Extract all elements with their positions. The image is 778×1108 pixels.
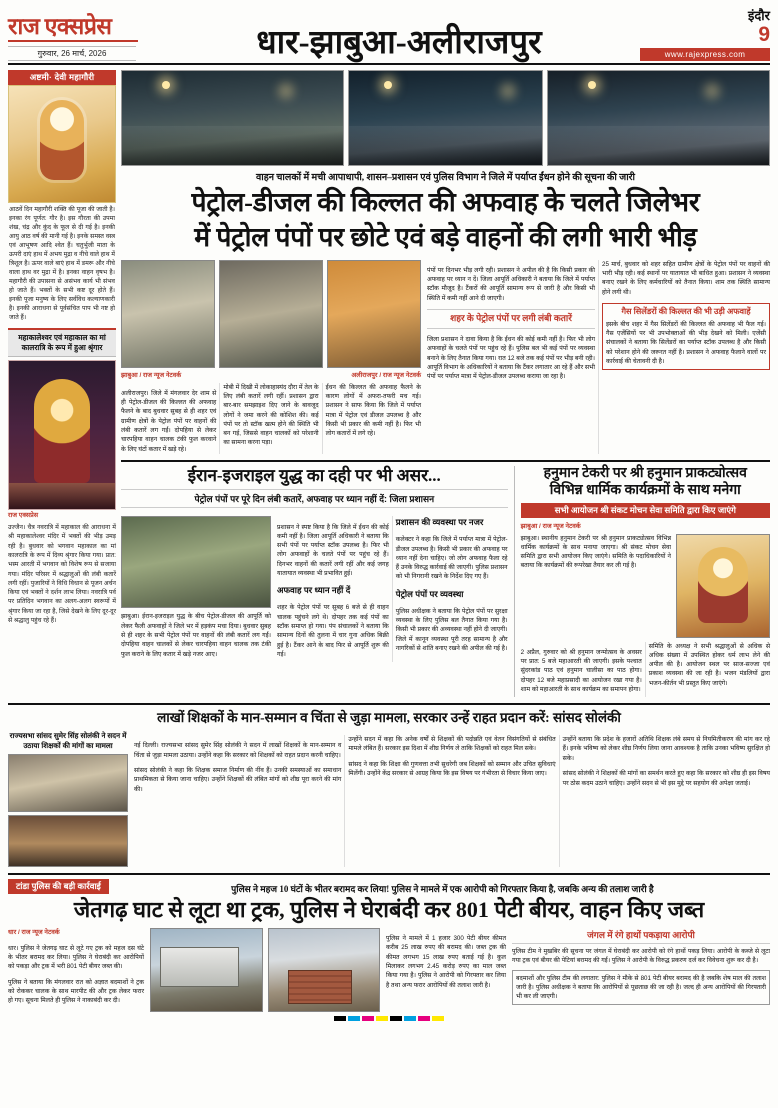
bottom-left-text (8, 928, 144, 1012)
iran-paragraph-1: झाबुआ। ईरान-इजराइल युद्ध के बीच पेट्रोल-डीजल की आपूर्ति को लेकर फैली अफवाहों ने जिले भर में हड़कंप मचा दिया। बुधवार सुबह से ही शहर के सभी पेट्रोल पंपों पर वाहनों की लंबी कतारें लग गईं। दोपहिया वाहन चालकों से लेकर चारपहिया वाहन चालक तक टंकी फुल कराने के लिए कतार में खड़े नजर आए। (121, 613, 271, 658)
goddess-illustration (8, 85, 116, 203)
bottom-kicker: पुलिस ने महज 10 घंटों के भीतर बरामद कर लिया! पुलिस ने मामले में एक आरोपी को गिरफ्तार किया है, जबकि अन्य की तलाश जारी है (231, 883, 654, 894)
section-divider (121, 460, 770, 462)
workers-at-pump-photo (327, 260, 421, 368)
crowd-filling-fuel-photo (219, 260, 322, 368)
parliament-text-columns (134, 735, 770, 866)
parliament-content (8, 731, 770, 866)
forest-arrest-headline: जंगल में रंगे हाथों पकड़ाया आरोपी (512, 928, 770, 944)
bottom-middle-text (386, 928, 506, 1012)
lead-headline-line2: में पेट्रोल पंपों पर छोटे एवं बड़े वाहनों की लगी भारी भीड़ (194, 222, 697, 253)
bottom-headline: जेतगढ़ घाट से लूटा था ट्रक, पुलिस ने घेराबंदी कर 801 पेटी बीयर, वाहन किए जब्त (73, 896, 705, 922)
petrol-pump-long-queue-photo (121, 516, 271, 608)
issue-date: गुरुवार, 26 मार्च, 2026 (8, 46, 136, 61)
devi-panel-header: अष्टमी· देवी महागौरी (8, 70, 116, 85)
main-column (121, 70, 770, 697)
gas-cylinder-box (602, 303, 770, 370)
parliament-paragraph-2: सांसद सोलंकी ने कहा कि शिक्षक समाज निर्माण की नींव हैं। उनकी समस्याओं का समाधान प्राथमिकता से किया जाना चाहिए। उन्होंने शिक्षकों की लंबित मांगों को शीघ्र पूरा करने की मांग की। (134, 767, 342, 793)
parliament-left (8, 731, 128, 866)
devi-article-text: आठवें दिन महागौरी शक्ति की पूजा की जाती है। इनका रंग पूर्णत: गौर है। इस गौरता की उपमा शंख, चंद्र और कुंद के फूल से दी गई है। इनकी आयु आठ वर्ष की मानी गई है। इनके समस्त वस्त्र एवं आभूषण आदि श्वेत हैं। चतुर्भुजी माता के ऊपरी दाएं हाथ में अभय मुद्रा व नीचे वाले हाथ में त्रिशूल है। ऊपर वाले बाएं हाथ में डमरू और नीचे वाला हाथ वर मुद्रा में है। इनका वाहन वृषभ है। महागौरी की उपासना से असंभव कार्य भी संभव हो जाते हैं। भक्तों के सभी कष्ट दूर होते हैं। इनकी पूजा मनुष्य के लिए सर्वविध कल्याणकारी है। इनकी आराधना से पूर्वसंचित पाप भी नष्ट हो जाते हैं। (9, 206, 115, 321)
page-title: धार-झाबुआ-अलीराजपुर (256, 25, 542, 62)
lead-text-right-block (427, 260, 770, 454)
temple-article-text: उज्जैन। चैत्र नवरात्रि में महाकाल की आराधना में श्री महाकालेश्वर मंदिर में भक्तों की भीड़ उमड़ रही है। बुधवार को भगवान महाकाल का मां कालरात्रि के रूप में दिव्य श्रृंगार किया गया। प्रात: भस्म आरती में भगवान को विशेष रूप से सजाया गया। मंदिर परिसर में श्रद्धालुओं की लंबी कतारें लगी रहीं। पुजारियों ने विधि विधान से पूजन अर्चन किया एवं भक्तों ने दर्शन लाभ लिया। नवरात्रि पर्व पर प्रतिदिन भगवान का अलग-अलग स्वरूपों में श्रृंगार किया जा रहा है, जिसे देखने के लिए दूर-दूर से श्रद्धालु पहुंच रहे हैं। (8, 524, 116, 625)
bottom-paragraph-1: धार। पुलिस ने जेतगढ़ घाट से लूटे गए ट्रक को महज दस घंटे के भीतर बरामद कर लिया। पुलिस ने घेराबंदी कर आरोपियों को पकड़ा और ट्रक में भरी 801 पेटी बीयर जब्त की। (8, 944, 144, 971)
left-sidebar-column (8, 70, 116, 697)
edition-city: इंदौर (748, 8, 770, 23)
mp-speaking-photo (8, 815, 128, 867)
bottom-photos (150, 928, 380, 1012)
police-action-tag: टांडा पुलिस की बड़ी कार्रवाई (8, 879, 109, 894)
parliament-paragraph-5: उन्होंने बताया कि प्रदेश के हजारों अतिथि शिक्षक लंबे समय से नियमितीकरण की मांग कर रहे हैं। इनके भविष्य को लेकर शीघ्र निर्णय लिया जाना आवश्यक है ताकि उनका भविष्य सुरक्षित हो सके। (562, 736, 770, 762)
petrol-pump-night-crowd-photo (121, 70, 344, 166)
iran-subhead-3: पेट्रोल पंपों पर व्यवस्था (395, 588, 464, 599)
iran-israel-headline: ईरान-इजराइल युद्ध का दही पर भी असर... (187, 465, 441, 485)
hanuman-credit: झाबुआ / राज न्यूज नेटवर्क (520, 522, 581, 530)
website-url[interactable]: www.rajexpress.com (640, 48, 770, 61)
masthead (8, 6, 770, 65)
hanuman-headline-1: हनुमान टेकरी पर श्री हनुमान प्राकट्योत्सव (543, 465, 747, 481)
hanuman-story (514, 466, 770, 697)
section-two (121, 466, 770, 697)
gas-box-headline: गैस सिलेंडरों की किल्लत की भी उड़ी अफवाहें (621, 307, 751, 317)
lead-paragraph-3: ईंधन की किल्लत की अफवाह फैलने के कारण लोगों में अफरा-तफरी मच गई। प्रशासन ने साफ किया कि जिले में पर्याप्त मात्रा में पेट्रोल एवं डीजल उपलब्ध है और किसी भी प्रकार की कमी नहीं है। फिर भी लोग कतारों में लगे रहे। (325, 383, 421, 438)
parliament-paragraph-4: सांसद ने कहा कि शिक्षा की गुणवत्ता तभी सुधरेगी जब शिक्षकों को सम्मान और उचित सुविधाएं मिलेंगी। उन्होंने केंद्र सरकार से आग्रह किया कि इस विषय पर गंभीरता से विचार किया जाए। (348, 760, 556, 778)
bottom-right-block (512, 928, 770, 1012)
logo-underline (8, 40, 138, 42)
parliament-paragraph-3: उन्होंने सदन में कहा कि अनेक वर्षों से शिक्षकों की पदोन्नति एवं वेतन विसंगतियों से संबंधित मामले लंबित हैं। सरकार इस दिशा में शीघ्र निर्णय ले ताकि शिक्षकों को राहत मिल सके। (348, 736, 556, 753)
temple-story-headline: महाकालेश्वर एवं महाकाल का मां कालरात्रि के रूप में हुआ श्रृंगार (8, 328, 116, 357)
edition-block (640, 6, 770, 61)
hanuman-ribbon: सभी आयोजन श्री संकट मोचन सेवा समिति द्वारा किए जाएंगे (521, 503, 770, 518)
lead-paragraph-1: अलीराजपुर। जिले में मंगलवार देर शाम से ही पेट्रोल-डीजल की किल्लत की अफवाह फैलने के बाद बुधवार सुबह से ही शहर एवं ग्रामीण क्षेत्रों के पेट्रोल पंपों पर वाहनों की लंबी कतारें लग गईं। दोपहिया से लेकर चारपहिया वाहन चालक टंकी फुल करवाने के लिए घंटों कतार में खड़े रहे। (121, 389, 217, 453)
page-number: 9 (758, 23, 770, 46)
parliament-band (8, 710, 770, 866)
iran-israel-story (121, 466, 508, 697)
gas-box-text: इसके बीच शहर में गैस सिलेंडरों की किल्लत की अफवाह भी फैल गई। गैस एजेंसियों पर भी उपभोक्ताओं की भीड़ देखने को मिली। एजेंसी संचालकों ने बताया कि सिलेंडरों का पर्याप्त स्टॉक उपलब्ध है और किसी को परेशान होने की जरूरत नहीं है। प्रशासन ने अफवाह फैलाने वालों पर कार्रवाई की चेतावनी दी है। (606, 320, 766, 365)
petrol-pump-queue-photo (547, 70, 770, 166)
iran-paragraph-2: प्रशासन ने स्पष्ट किया है कि जिले में ईंधन की कोई कमी नहीं है। जिला आपूर्ति अधिकारी ने बताया कि सभी पंपों पर पर्याप्त स्टॉक उपलब्ध है। फिर भी लोग अफवाहों के चलते पंपों पर पहुंच रहे हैं। दिनभर वाहनों की कतारें लगी रहीं और कई जगह यातायात व्यवस्था भी प्रभावित हुई। (277, 523, 389, 577)
lead-mid-subhead: शहर के पेट्रोल पंपों पर लगी लंबी कतारें (427, 309, 595, 329)
title-block (158, 26, 640, 61)
lead-story-body (121, 260, 770, 454)
lead-paragraph-4: पंपों पर दिनभर भीड़ लगी रही। प्रशासन ने अपील की है कि किसी प्रकार की अफवाह पर ध्यान न दें। जिला आपूर्ति अधिकारी ने बताया कि जिले में पर्याप्त स्टॉक मौजूद है। टैंकरों की आपूर्ति सामान्य रूप से जारी है और किसी भी स्थिति में कमी नहीं आने दी जाएगी। (427, 266, 595, 302)
hanuman-paragraph-3: समिति के अध्यक्ष ने सभी श्रद्धालुओं से अधिक से अधिक संख्या में उपस्थित होकर धर्म लाभ लेने की अपील की है। आयोजन स्थल पर साज-सज्जा एवं प्रकाश व्यवस्था की जा रही है। भजन मंडलियों द्वारा भजन-कीर्तन भी प्रस्तुत किए जाएंगे। (648, 642, 770, 687)
iran-subhead-2: प्रशासन की व्यवस्था पर नजर (395, 517, 484, 528)
iran-subhead-1: अफवाह पर ध्यान नहीं दें (277, 585, 351, 596)
temple-byline: राज एक्सप्रेस (8, 512, 39, 520)
lead-paragraph-2: मोबी में दिखी में लोकाहास्यंद दौरा में तेल के लिए लंबी कतारें लगी रहीं। प्रशासन द्वारा बार-बार समझाइश दिए जाने के बावजूद लोगों ने जमा करने की कोशिश की। कई पंपों पर तो स्टॉक खत्म होने की स्थिति भी बन गई, जिससे वाहन चालकों को परेशानी का सामना करना पड़ा। (223, 383, 319, 447)
iran-israel-subhead: पेट्रोल पंपों पर पूरे दिन लंबी कतारें, अफवाह पर ध्यान नहीं दें: जिला प्रशासन (121, 489, 508, 508)
iran-paragraph-3: शहर के पेट्रोल पंपों पर सुबह 6 बजे से ही वाहन चालक पहुंचने लगे थे। दोपहर तक कई पंपों का स्टॉक समाप्त हो गया। पंप संचालकों ने बताया कि सामान्य दिनों की तुलना में चार गुना अधिक बिक्री हुई है। टैंकर आने के बाद फिर से आपूर्ति शुरू की गई। (277, 604, 389, 658)
logo-block (8, 15, 158, 61)
body-grid (8, 70, 770, 697)
photo-credit-left: झाबुआ / राज न्यूज नेटवर्क (121, 371, 182, 379)
bottom-credit: धार / राज न्यूज नेटवर्क (8, 928, 60, 936)
parliament-paragraph-1: नई दिल्ली। राज्यसभा सांसद सुमेर सिंह सोलंकी ने सदन में लाखों शिक्षकों के मान-सम्मान व चिंता से जुड़ा मामला उठाया। उन्होंने कहा कि सरकार को शिक्षकों को राहत प्रदान करनी चाहिए। (134, 742, 342, 759)
hanuman-paragraph-1: झाबुआ। स्थानीय हनुमान टेकरी पर श्री हनुमान प्राकट्योत्सव विभिन्न धार्मिक कार्यक्रमों के साथ मनाया जाएगा। श्री संकट मोचन सेवा समिति द्वारा सभी आयोजन किए जाएंगे। समिति के पदाधिकारियों ने बताया कि कार्यक्रमों की रूपरेखा तैयार कर ली गई है। (520, 534, 671, 570)
parliament-subhead: राज्यसभा सांसद सुमेर सिंह सोलंकी ने सदन में उठाया शिक्षकों की मांगों का मामला (9, 731, 127, 750)
lead-paragraph-5: जिला प्रशासन ने दावा किया है कि ईंधन की कोई कमी नहीं है। फिर भी लोग अफवाहों के चलते पंपों पर पहुंच रहे हैं। पुलिस बल भी कई पंपों पर व्यवस्था बनाने के लिए तैनात किया गया। रात 12 बजे तक कई पंपों पर भीड़ बनी रही। आपूर्ति विभाग के अधिकारियों ने बताया कि टैंकर लगातार आ रहे हैं और सभी पंपों पर पर्याप्त मात्रा में पेट्रोल-डीजल उपलब्ध कराया जा रहा है। (427, 335, 595, 381)
lead-photo-strip (121, 70, 770, 166)
print-registration-colorbar (8, 1016, 770, 1021)
iran-paragraph-5: पुलिस अधीक्षक ने बताया कि पेट्रोल पंपों पर सुरक्षा व्यवस्था के लिए पुलिस बल तैनात किया गया है। किसी भी प्रकार की अव्यवस्था नहीं होने दी जाएगी। जिले में कानून व्यवस्था पूरी तरह सामान्य है और नागरिकों से शांति बनाए रखने की अपील की गई है। (395, 607, 508, 653)
band-divider (8, 703, 770, 705)
lead-photo-row (121, 260, 421, 368)
hanuman-text-columns (521, 642, 770, 698)
photo-credit-right: अलीराजपुर / राज न्यूज नेटवर्क (351, 371, 421, 379)
parliament-paragraph-6: सांसद सोलंकी ने शिक्षकों की मांगों का समर्थन करते हुए कहा कि सरकार को शीघ्र ही इस विषय पर ठोस कदम उठाने चाहिए। उन्होंने सदन से भी इस मुद्दे पर सहयोग की अपेक्षा जताई। (562, 770, 770, 787)
brick-kiln-site-photo (268, 928, 381, 1012)
bottom-paragraph-4: पुलिस टीम ने मुखबिर की सूचना पर जंगल में घेराबंदी कर आरोपी को रंगे हाथों पकड़ लिया। आरोपी के कब्जे से लूटा गया ट्रक एवं बीयर की पेटियां बरामद की गईं। पुलिस ने आरोपी के विरुद्ध प्रकरण दर्ज कर विवेचना शुरू कर दी है। (512, 947, 770, 965)
iran-text-columns (277, 516, 508, 662)
parliament-headline: लाखों शिक्षकों के मान-सम्मान व चिंता से जुड़ा मामला, सरकार उन्हें राहत प्रदान करें: सांसद सोलंकी (157, 710, 621, 726)
bottom-story (8, 879, 770, 1012)
lead-paragraph-6: 25 मार्च, बुधवार को शहर सहित ग्रामीण क्षेत्रों के पेट्रोल पंपों पर वाहनों की भारी भीड़ रही। कई स्थानों पर यातायात भी बाधित हुआ। प्रशासन ने व्यवस्था बनाए रखने के लिए कर्मचारियों को तैनात किया। शाम तक स्थिति सामान्य होने लगी थी। (602, 260, 770, 296)
fuel-station-vehicles-photo (348, 70, 542, 166)
lead-inner-photos (121, 260, 421, 454)
lead-headline-line1: पेट्रोल-डीजल की किल्लत की अफवाह के चलते जिलेभर (191, 187, 700, 217)
rajya-sabha-chamber-photo (8, 754, 128, 812)
seized-truck-photo (150, 928, 263, 1012)
hanuman-paragraph-2: 2 अप्रैल, गुरुवार को श्री हनुमान जन्मोत्सव के अवसर पर प्रात: 5 बजे महाआरती की जाएगी। इसके पश्चात सुंदरकांड पाठ एवं हनुमान चालीसा का पाठ होगा। दोपहर 12 बजे महाप्रसादी का आयोजन रखा गया है। शाम को महाआरती के साथ कार्यक्रम का समापन होगा। (520, 648, 642, 693)
lead-text-left-block (121, 383, 421, 454)
bottom-paragraph-3: पुलिस ने मामले में 1 हजार 300 पेटी बीयर कीमत करीब 25 लाख रुपए की बरामद की। जब्त ट्रक की कीमत लगभग 15 लाख रुपए बताई गई है। कुल मिलाकर लगभग 2.45 करोड़ रुपए का माल जब्त किया गया है। पुलिस ने आरोपी को गिरफ्तार कर लिया है तथा अन्य फरार आरोपियों की तलाश जारी है। (386, 935, 506, 989)
hanuman-headline-2: विभिन्न धार्मिक कार्यक्रमों के साथ मनेगा (549, 482, 741, 498)
bottom-paragraph-2: पुलिस ने बताया कि मंगलवार रात को अज्ञात बदमाशों ने ट्रक को रोककर चालक के साथ मारपीट की और ट्रक लेकर फरार हो गए। सूचना मिलते ही पुलिस ने नाकाबंदी कर दी। (8, 978, 144, 1005)
bottom-divider (8, 873, 770, 875)
iran-paragraph-4: कलेक्टर ने कहा कि जिले में पर्याप्त मात्रा में पेट्रोल-डीजल उपलब्ध है। किसी भी प्रकार की अफवाह पर ध्यान नहीं देना चाहिए। जो लोग अफवाह फैला रहे हैं उनके विरुद्ध कार्रवाई की जाएगी। पुलिस प्रशासन को भी निगरानी रखने के निर्देश दिए गए हैं। (395, 536, 508, 581)
publication-logo: राज एक्सप्रेस (8, 14, 112, 39)
bottom-note-box: बदमाशों और पुलिस टीम की लगातार: पुलिस ने मौके से 801 पेटी बीयर बरामद की है जबकि शेष माल की तलाश जारी है। पुलिस अधीक्षक ने बताया कि आरोपियों से पूछताछ की जा रही है। जल्द ही अन्य आरोपियों की गिरफ्तारी भी कर ली जाएगी। (512, 970, 770, 1006)
hanuman-temple-idol-photo (676, 534, 770, 638)
bottom-grid (8, 928, 770, 1012)
queue-at-pump-photo (121, 260, 215, 368)
temple-deity-photo (8, 360, 116, 510)
lead-kicker: वाहन चालकों में मची आपाधापी, शासन–प्रशासन एवं पुलिस विभाग ने जिले में पर्याप्त ईंधन होने की सूचना की जारी (255, 173, 636, 183)
